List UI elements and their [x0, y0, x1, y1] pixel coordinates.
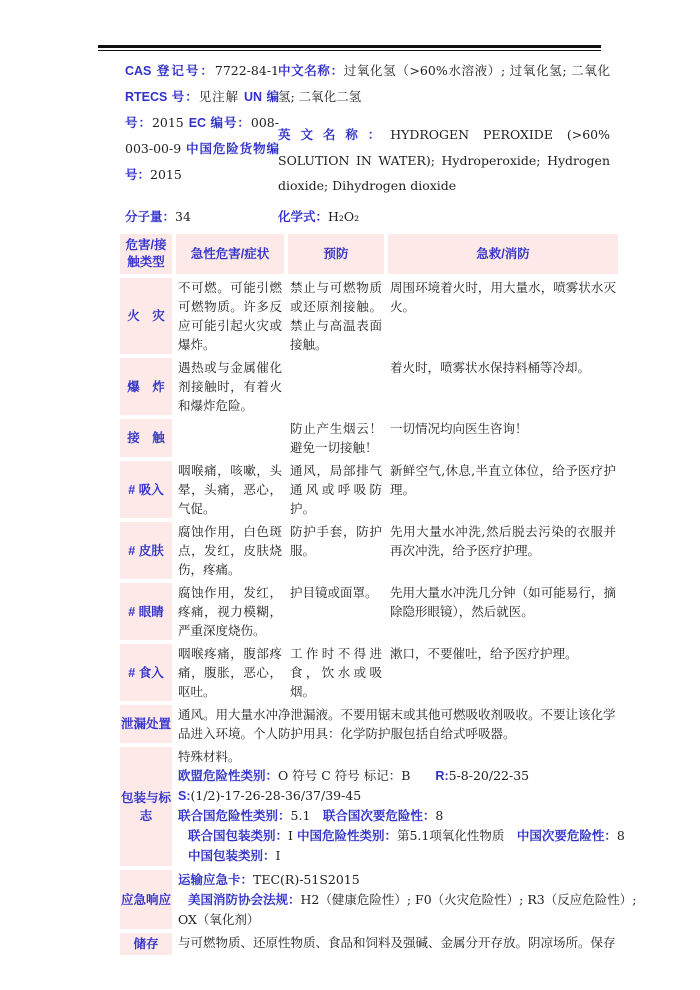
field-label: 英文名称： — [278, 128, 391, 142]
field-label: UN 编号： — [125, 90, 279, 130]
section-line — [178, 806, 616, 826]
hazard-type-cell: # 眼睛 — [120, 583, 172, 640]
english-name — [278, 122, 610, 198]
field-value: 见注解 — [198, 89, 244, 104]
section-row — [120, 705, 618, 743]
symptoms-cell: 腐蚀作用，白色斑点，发红，皮肤烧伤，疼痛。 — [178, 524, 282, 577]
field-value: 5.1 — [290, 808, 323, 823]
field-value: (1/2)-17-26-28-36/37/39-45 — [190, 788, 362, 803]
section-line — [178, 933, 616, 952]
field-value: H2（健康危险性）; F0（火灾危险性）; R3（反应危险性）; — [300, 892, 637, 907]
symptoms-cell: 腐蚀作用，发红，疼痛，视力模糊，严重深度烧伤。 — [178, 585, 282, 638]
section-row — [120, 870, 618, 929]
first-aid-cell: 新鲜空气,休息,半直立体位，给予医疗护理。 — [390, 463, 616, 497]
molecular-weight — [125, 209, 191, 224]
section-line — [178, 786, 616, 806]
field-label: 中国危险货物编号： — [125, 142, 279, 182]
header-row — [120, 234, 618, 274]
field-value: OX（氧化剂） — [178, 912, 260, 927]
first-aid-cell: 周围环境着火时，用大量水，喷雾状水灭火。 — [390, 280, 616, 314]
section-line — [178, 846, 616, 866]
hazard-table-body — [120, 278, 637, 955]
registry-numbers-block — [125, 58, 279, 188]
field-value: 34 — [175, 209, 191, 224]
section-line — [178, 870, 616, 890]
field-label: 分子量： — [125, 210, 176, 224]
field-value: 品进入环境。个人防护用具：化学防护服包括自给式呼吸器。 — [178, 726, 516, 741]
field-label: EC 编号： — [188, 116, 251, 130]
hazard-row — [120, 358, 618, 415]
hazard-table-head — [120, 234, 618, 274]
section-row — [120, 747, 618, 866]
field-value: I — [275, 848, 281, 863]
section-line — [178, 766, 616, 786]
field-value: 与可燃物质、还原性物质、食品和饲料及强碱、金属分开存放。阴凉场所。保存 — [178, 935, 616, 950]
column-header-1: 急性危害/症状 — [176, 234, 284, 274]
field-value: 7722-84-1 — [214, 63, 279, 78]
hazard-type-cell: 火 灾 — [120, 278, 172, 354]
section-label-cell: 泄漏处置 — [120, 705, 172, 743]
prevention-cell: 禁止与可燃物质或还原剂接触。禁止与高温表面接触。 — [290, 280, 382, 352]
hazard-row — [120, 278, 618, 354]
section-label-cell: 应急响应 — [120, 870, 172, 929]
field-label: R: — [435, 769, 449, 783]
prevention-cell: 通风，局部排气通风或呼吸防护。 — [290, 463, 382, 516]
field-value: 2015 — [151, 115, 189, 130]
hazard-type-cell: 爆 炸 — [120, 358, 172, 415]
field-value: 过氧化氢（>60%水溶液）; 过氧化氢; 二氧化氢; 二氧化二氢 — [278, 63, 610, 104]
field-value: I — [288, 828, 297, 843]
field-value: 8 — [616, 828, 625, 843]
first-aid-cell: 着火时，喷雾状水保持料桶等冷却。 — [390, 360, 591, 375]
section-line — [178, 826, 625, 846]
field-label: 中国包装类别： — [188, 849, 276, 863]
field-label: 运输应急卡： — [178, 873, 254, 887]
hazard-type-cell: # 吸入 — [120, 461, 172, 518]
column-header-2: 预防 — [288, 234, 384, 274]
section-line — [178, 724, 616, 743]
symptoms-cell: 咽喉疼痛，腹部疼痛，腹胀，恶心，呕吐。 — [178, 646, 282, 699]
field-value: 008-003-00-9 — [125, 115, 279, 156]
symptoms-cell: 不可燃。可能引燃可燃物质。许多反应可能引起火灾或爆炸。 — [178, 280, 282, 352]
field-label: 联合国次要危险性： — [322, 809, 436, 823]
section-line — [178, 910, 616, 929]
section-label-cell: 包装与标志 — [120, 747, 172, 866]
prevention-cell: 防护手套，防护服。 — [290, 524, 382, 558]
chemical-names-block — [278, 58, 610, 198]
symptoms-cell: 咽喉痛，咳嗽，头晕，头痛，恶心，气促。 — [178, 463, 282, 516]
chinese-name — [278, 58, 610, 109]
prevention-cell: 防止产生烟云！避免一切接触！ — [290, 421, 382, 455]
field-label: 中国次要危险性： — [516, 829, 617, 843]
field-label: CAS 登记号： — [125, 64, 215, 78]
field-label: 联合国包装类别： — [188, 829, 289, 843]
section-content-cell — [176, 933, 618, 955]
hazard-row — [120, 583, 618, 640]
prevention-cell — [288, 358, 384, 415]
chemical-formula — [278, 207, 359, 227]
column-header-0: 危害/接触类型 — [120, 234, 172, 274]
field-label: 中国危险性类别： — [296, 829, 397, 843]
section-label-cell: 储存 — [120, 933, 172, 955]
prevention-cell: 护目镜或面罩。 — [290, 585, 378, 600]
first-aid-cell: 一切情况均向医生咨询！ — [390, 421, 528, 436]
first-aid-cell: 漱口，不要催吐，给予医疗护理。 — [390, 646, 578, 661]
field-label: 美国消防协会法规： — [188, 893, 301, 907]
section-content-cell — [176, 870, 637, 929]
field-value: H₂O₂ — [328, 209, 360, 224]
prevention-cell: 工作时不得进食，饮水或吸烟。 — [290, 646, 382, 699]
field-value: 特殊材料。 — [178, 749, 241, 764]
hazard-row — [120, 644, 618, 701]
section-line — [178, 747, 616, 766]
field-value: 第5.1项氧化性物质 — [396, 828, 517, 843]
section-row — [120, 933, 618, 955]
field-value: TEC(R)-51S2015 — [253, 872, 360, 887]
field-label: 联合国危险性类别： — [178, 809, 291, 823]
symptoms-cell — [176, 419, 284, 457]
field-value: 8 — [435, 808, 444, 823]
field-value: 5-8-20/22-35 — [448, 768, 530, 783]
symptoms-cell: 遇热或与金属催化剂接触时，有着火和爆炸危险。 — [178, 360, 282, 413]
first-aid-cell: 先用大量水冲洗,然后脱去污染的衣服并再次冲洗，给予医疗护理。 — [390, 524, 616, 558]
section-line — [178, 705, 616, 724]
section-content-cell — [176, 705, 618, 743]
section-line — [178, 890, 637, 910]
hazard-row — [120, 419, 618, 457]
field-value: 2015 — [150, 167, 182, 182]
formula-row — [125, 207, 605, 227]
field-label: 化学式： — [278, 210, 329, 224]
field-label: 中文名称： — [278, 64, 344, 78]
hazard-type-cell: # 食入 — [120, 644, 172, 701]
first-aid-cell: 先用大量水冲洗几分钟（如可能易行，摘除隐形眼镜），然后就医。 — [390, 585, 616, 619]
hazard-type-cell: 接 触 — [120, 419, 172, 457]
field-label: RTECS 号： — [125, 90, 199, 104]
column-header-3: 急救/消防 — [388, 234, 618, 274]
double-rule-divider — [98, 45, 601, 51]
field-label: 欧盟危险性类别： — [178, 769, 279, 783]
hazard-type-cell: # 皮肤 — [120, 522, 172, 579]
hazard-table — [116, 230, 637, 959]
section-content-cell — [176, 747, 625, 866]
field-value: O 符号 C 符号 标记：B — [278, 768, 436, 783]
field-label: S: — [178, 789, 191, 803]
hazard-row — [120, 461, 618, 518]
field-value: 通风。用大量水冲净泄漏液。不要用锯末或其他可燃吸收剂吸收。不要让该化学 — [178, 707, 616, 722]
field-value: HYDROGEN PEROXIDE (>60% SOLUTION IN WATER); Hydroperoxide; Hydrogen dioxide; Dihydrogen dioxide — [278, 127, 610, 193]
hazard-row — [120, 522, 618, 579]
